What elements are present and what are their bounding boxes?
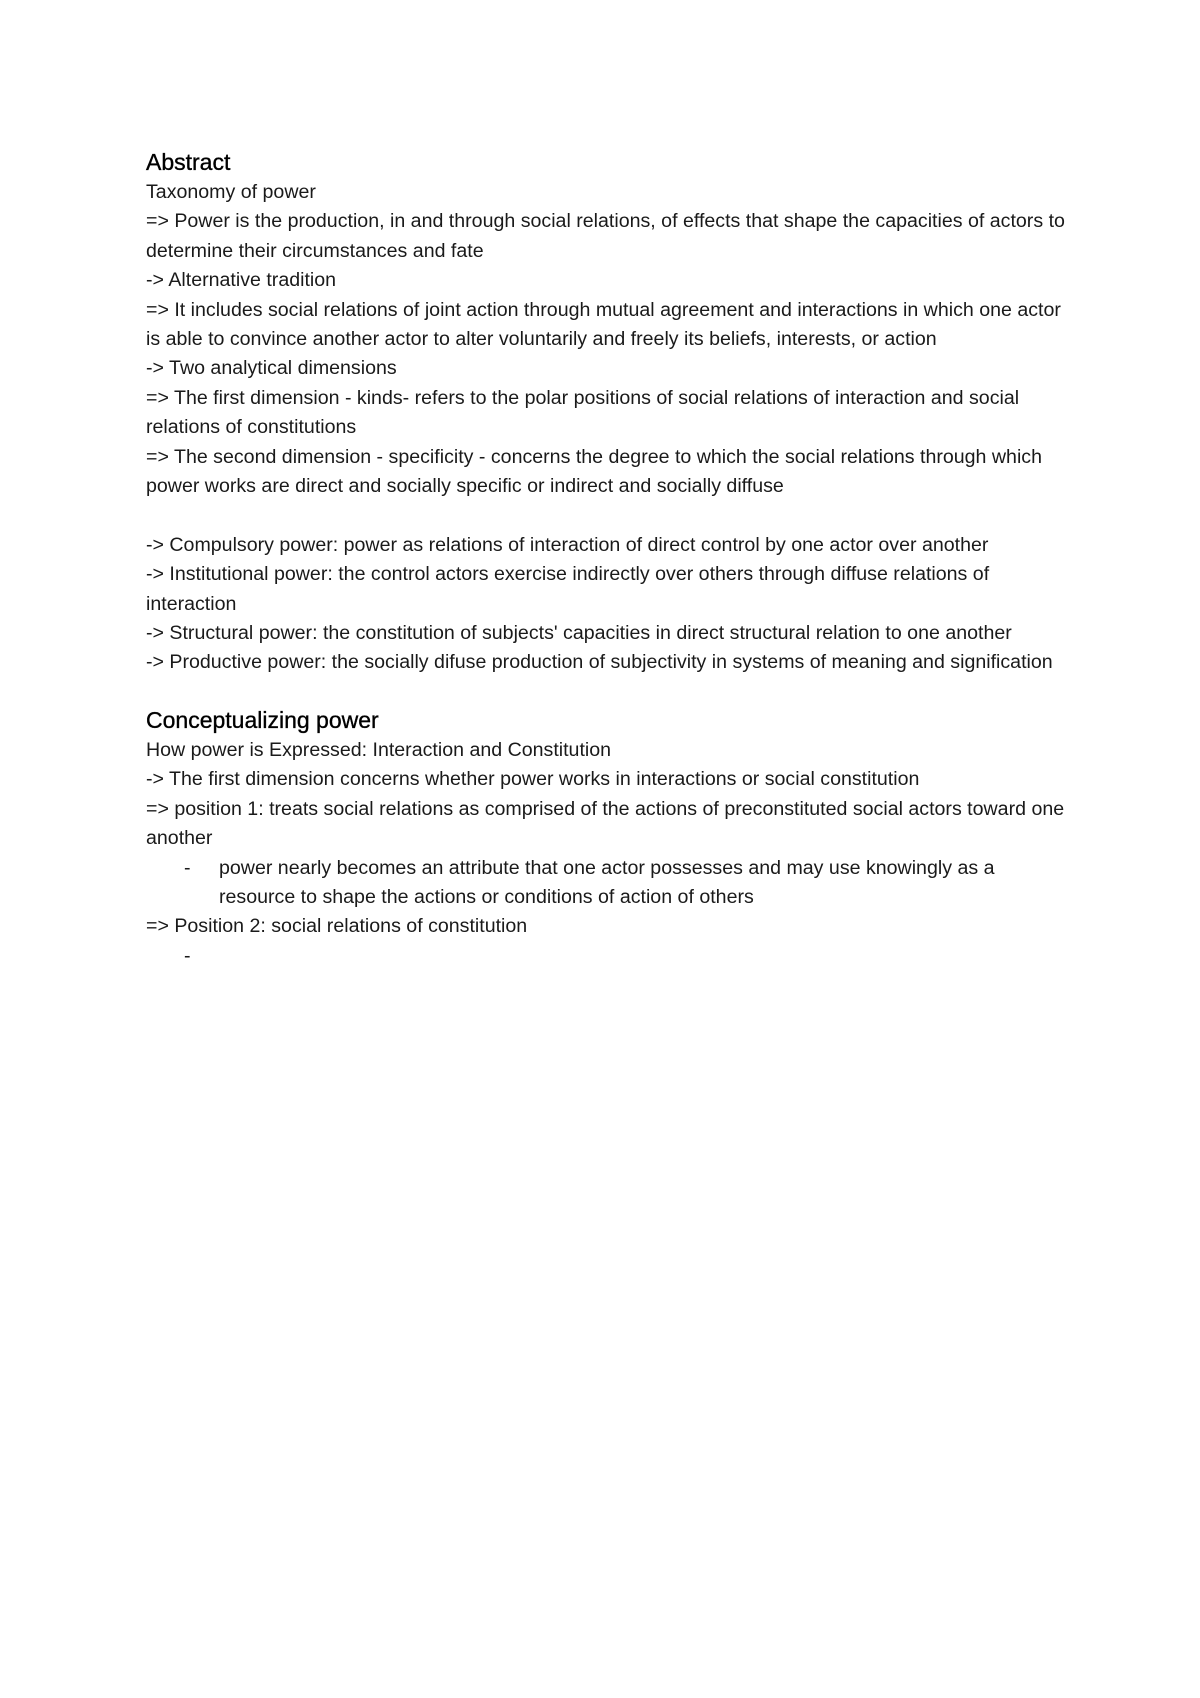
abstract-line-two-dimensions: -> Two analytical dimensions <box>146 357 397 380</box>
power-type-institutional: -> Institutional power: the control actors exercise indirectly over others through diffuse relations of interaction <box>146 563 990 615</box>
abstract-line-second-dimension: => The second dimension - specificity - concerns the degree to which the social relations through which power works are direct and socially specific or indirect and socially diffuse <box>146 445 1042 498</box>
conceptualizing-line-position-1: => position 1: treats social relations as comprised of the actions of preconstituted social actors toward one another <box>146 797 1065 850</box>
power-type-compulsory: -> Compulsory power: power as relations of interaction of direct control by one actor over another <box>146 533 989 556</box>
bullet-item-attribute <box>146 854 1076 913</box>
abstract-line-alternative: -> Alternative tradition <box>146 269 337 292</box>
power-type-structural: -> Structural power: the constitution of subjects' capacities in direct structural relation to one another <box>146 622 1012 645</box>
conceptualizing-heading: Conceptualizing power <box>146 706 379 733</box>
conceptualizing-line-first-dimension: -> The first dimension concerns whether power works in interactions or social constitution <box>146 768 920 791</box>
blank-line <box>146 501 1076 530</box>
abstract-line-first-dimension: => The first dimension - kinds- refers to the polar positions of social relations of interaction and social relations of constitutions <box>146 386 1020 439</box>
conceptualizing-line-expressed: How power is Expressed: Interaction and Constitution <box>146 738 612 761</box>
abstract-line-taxonomy: Taxonomy of power <box>146 181 316 203</box>
section-gap <box>146 678 1076 704</box>
bullet-dash: - <box>184 856 191 879</box>
bullet-text-attribute: power nearly becomes an attribute that one actor possesses and may use knowingly as a resource to shape the actions or conditions of action of others <box>219 856 995 908</box>
document-body <box>146 146 1076 967</box>
power-type-productive: -> Productive power: the socially difuse production of subjectivity in systems of meaning and signification <box>146 651 1053 674</box>
bullet-dash: - <box>184 944 191 967</box>
abstract-line-joint-action: => It includes social relations of joint action through mutual agreement and interactions in which one actor is able to convince another actor to alter voluntarily and freely its beliefs, interests, or action <box>146 298 1061 351</box>
abstract-line-definition: => Power is the production, in and through social relations, of effects that shape the capacities of actors to determine their circumstances and fate <box>146 210 1065 262</box>
abstract-heading: Abstract <box>146 149 231 175</box>
conceptualizing-line-position-2: => Position 2: social relations of constitution <box>146 915 528 938</box>
